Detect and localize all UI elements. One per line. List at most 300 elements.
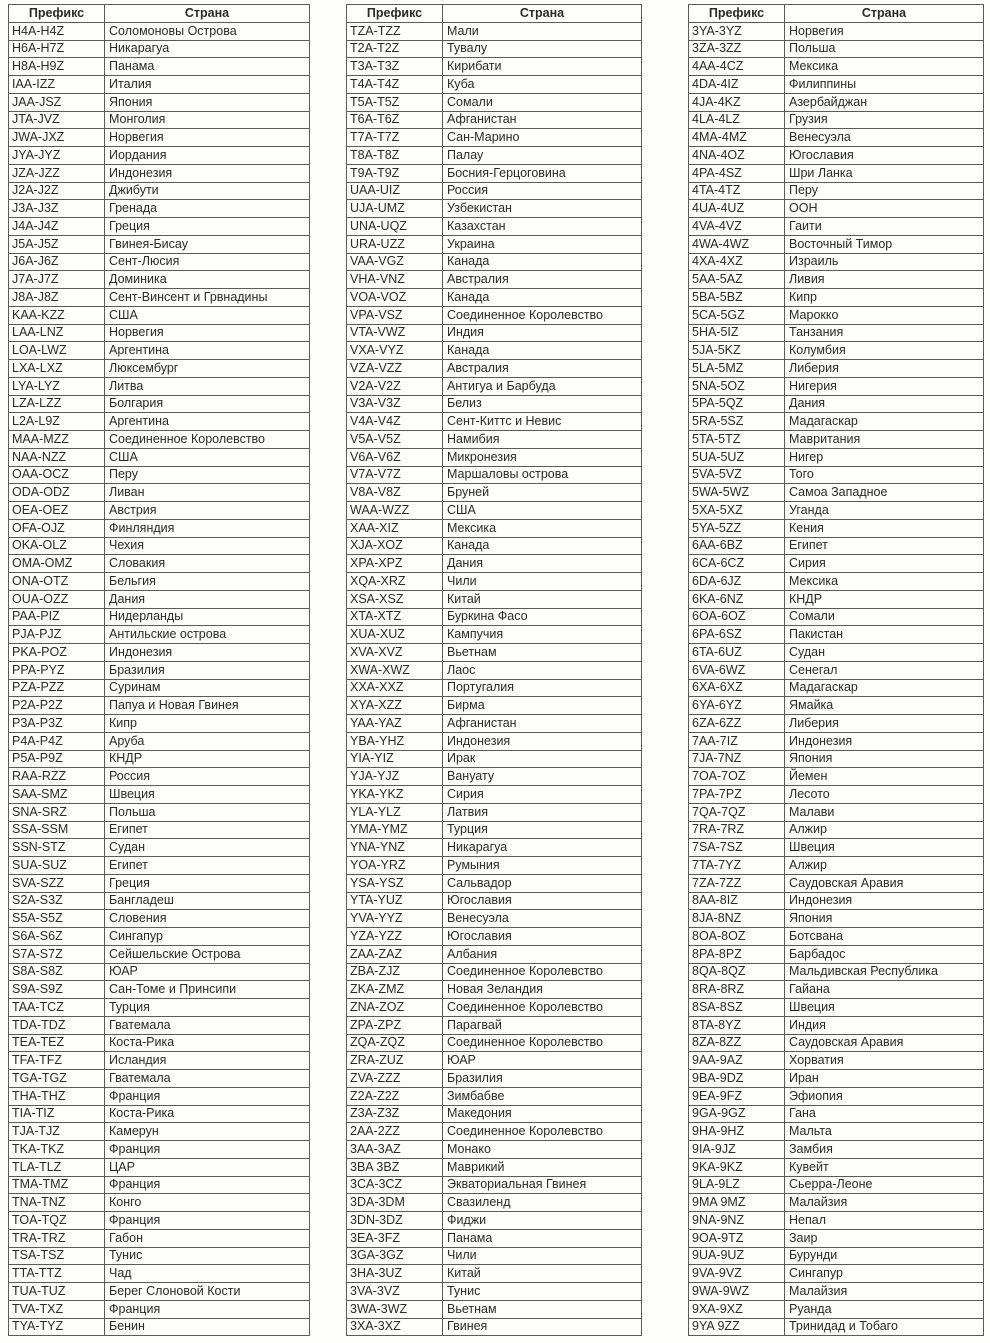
prefix-cell: TJA-TJZ xyxy=(9,1123,105,1141)
prefix-cell: 9OA-9TZ xyxy=(689,1229,785,1247)
country-cell: Ямайка xyxy=(785,697,984,715)
prefix-cell: TOA-TQZ xyxy=(9,1212,105,1230)
prefix-cell: WAA-WZZ xyxy=(347,502,443,520)
table-row xyxy=(347,253,642,271)
table-row xyxy=(689,732,984,750)
prefix-cell: PAA-PIZ xyxy=(9,608,105,626)
country-cell: Зимбабве xyxy=(443,1087,642,1105)
prefix-cell: XUA-XUZ xyxy=(347,626,443,644)
country-cell: Гвинея-Бисау xyxy=(105,235,310,253)
country-cell: Китай xyxy=(443,590,642,608)
country-cell: Соединенное Королевство xyxy=(443,999,642,1017)
country-cell: Мали xyxy=(443,22,642,40)
country-cell: Сан-Томе и Принсипи xyxy=(105,981,310,999)
table-row xyxy=(347,1158,642,1176)
prefix-cell: 9EA-9FZ xyxy=(689,1087,785,1105)
table-row xyxy=(347,235,642,253)
table-row xyxy=(9,1265,310,1283)
table-row xyxy=(347,697,642,715)
prefix-cell: ZPA-ZPZ xyxy=(347,1016,443,1034)
table-row xyxy=(9,111,310,129)
prefix-cell: 5HA-5IZ xyxy=(689,324,785,342)
prefix-cell: YBA-YHZ xyxy=(347,732,443,750)
country-cell: Гайана xyxy=(785,981,984,999)
table-row xyxy=(347,963,642,981)
prefix-cell: LYA-LYZ xyxy=(9,377,105,395)
table-row xyxy=(689,377,984,395)
table-row xyxy=(347,555,642,573)
country-cell: Мадагаскар xyxy=(785,413,984,431)
country-cell: Филиппины xyxy=(785,76,984,94)
country-cell: Алжир xyxy=(785,857,984,875)
prefix-cell: 8RA-8RZ xyxy=(689,981,785,999)
country-cell: Чили xyxy=(443,573,642,591)
table-row xyxy=(689,910,984,928)
table-row xyxy=(9,1034,310,1052)
prefix-cell: 4AA-4CZ xyxy=(689,58,785,76)
country-cell: Габон xyxy=(105,1229,310,1247)
table-row xyxy=(347,182,642,200)
table-row xyxy=(689,22,984,40)
prefix-cell: TUA-TUZ xyxy=(9,1283,105,1301)
table-row xyxy=(347,1052,642,1070)
country-cell: Сирия xyxy=(785,555,984,573)
prefix-cell: PJA-PJZ xyxy=(9,626,105,644)
prefix-cell: 3YA-3YZ xyxy=(689,22,785,40)
prefix-cell: 9KA-9KZ xyxy=(689,1158,785,1176)
country-cell: Словения xyxy=(105,910,310,928)
country-cell: Вануату xyxy=(443,768,642,786)
table-row xyxy=(9,342,310,360)
prefix-cell: 3VA-3VZ xyxy=(347,1283,443,1301)
table-row xyxy=(347,981,642,999)
prefix-cell: T4A-T4Z xyxy=(347,76,443,94)
prefix-cell: 9UA-9UZ xyxy=(689,1247,785,1265)
prefix-cell: 7AA-7IZ xyxy=(689,732,785,750)
prefix-cell: 5NA-5OZ xyxy=(689,377,785,395)
country-cell: Коста-Рика xyxy=(105,1105,310,1123)
country-cell: Перу xyxy=(785,182,984,200)
country-cell: Того xyxy=(785,466,984,484)
country-cell: Португалия xyxy=(443,679,642,697)
table-row xyxy=(689,697,984,715)
table-row xyxy=(347,147,642,165)
table-row xyxy=(347,644,642,662)
table-row xyxy=(347,750,642,768)
country-cell: Швеция xyxy=(785,839,984,857)
table-row xyxy=(347,1176,642,1194)
country-cell: Парагвай xyxy=(443,1016,642,1034)
country-cell: Бразилия xyxy=(105,661,310,679)
table-row xyxy=(689,1283,984,1301)
prefix-cell: 4UA-4UZ xyxy=(689,200,785,218)
prefix-cell: OKA-OLZ xyxy=(9,537,105,555)
table-row xyxy=(9,626,310,644)
table-row xyxy=(9,306,310,324)
table-row xyxy=(347,164,642,182)
country-cell: ЦАР xyxy=(105,1158,310,1176)
country-cell: Соединенное Королевство xyxy=(443,963,642,981)
table-row xyxy=(9,1123,310,1141)
table-row xyxy=(9,803,310,821)
table-row xyxy=(347,58,642,76)
table-row xyxy=(347,22,642,40)
table-row xyxy=(347,1087,642,1105)
country-cell: КНДР xyxy=(105,750,310,768)
prefix-cell: 8JA-8NZ xyxy=(689,910,785,928)
prefix-cell: XQA-XRZ xyxy=(347,573,443,591)
country-cell: Польша xyxy=(105,803,310,821)
table-row xyxy=(689,981,984,999)
prefix-cell: YNA-YNZ xyxy=(347,839,443,857)
country-cell: Босния-Герцоговина xyxy=(443,164,642,182)
prefix-cell: 7SA-7SZ xyxy=(689,839,785,857)
prefix-cell: TGA-TGZ xyxy=(9,1070,105,1088)
table-row xyxy=(9,537,310,555)
prefix-cell: ZBA-ZJZ xyxy=(347,963,443,981)
country-cell: Франция xyxy=(105,1176,310,1194)
table-row xyxy=(9,981,310,999)
country-cell: Аргентина xyxy=(105,342,310,360)
table-row xyxy=(347,129,642,147)
table-row xyxy=(689,786,984,804)
table-row xyxy=(9,892,310,910)
table-row xyxy=(689,218,984,236)
country-cell: Намибия xyxy=(443,431,642,449)
table-row xyxy=(9,200,310,218)
prefix-cell: URA-UZZ xyxy=(347,235,443,253)
country-cell: Пакистан xyxy=(785,626,984,644)
table-row xyxy=(9,182,310,200)
country-cell: Панама xyxy=(105,58,310,76)
prefix-cell: KAA-KZZ xyxy=(9,306,105,324)
prefix-cell: 6ZA-6ZZ xyxy=(689,715,785,733)
table-row xyxy=(689,93,984,111)
country-cell: Соломоновы Острова xyxy=(105,22,310,40)
prefix-cell: J2A-J2Z xyxy=(9,182,105,200)
table-row xyxy=(347,608,642,626)
table-row xyxy=(689,1087,984,1105)
prefix-cell: 9MA 9MZ xyxy=(689,1194,785,1212)
country-cell: Бельгия xyxy=(105,573,310,591)
country-cell: Непал xyxy=(785,1212,984,1230)
country-cell: Австралия xyxy=(443,360,642,378)
table-row xyxy=(689,1229,984,1247)
country-cell: Мальдивская Республика xyxy=(785,963,984,981)
prefix-cell: 6PA-6SZ xyxy=(689,626,785,644)
prefix-cell: TVA-TXZ xyxy=(9,1300,105,1318)
country-cell: Россия xyxy=(105,768,310,786)
prefix-cell: 5JA-5KZ xyxy=(689,342,785,360)
country-cell: Япония xyxy=(105,93,310,111)
prefix-cell: ZNA-ZOZ xyxy=(347,999,443,1017)
table-row xyxy=(347,626,642,644)
prefix-cell: 3HA-3UZ xyxy=(347,1265,443,1283)
prefix-cell: TDA-TDZ xyxy=(9,1016,105,1034)
prefix-cell: MAA-MZZ xyxy=(9,431,105,449)
table-row xyxy=(689,519,984,537)
table-row xyxy=(689,1265,984,1283)
table-row xyxy=(689,1194,984,1212)
prefix-cell: TAA-TCZ xyxy=(9,999,105,1017)
table-row xyxy=(347,218,642,236)
country-cell: Сьерра-Леоне xyxy=(785,1176,984,1194)
table-row xyxy=(9,1176,310,1194)
country-cell: Никарагуа xyxy=(443,839,642,857)
table-row xyxy=(9,484,310,502)
table-row xyxy=(689,1247,984,1265)
country-cell: Франция xyxy=(105,1087,310,1105)
country-cell: Чили xyxy=(443,1247,642,1265)
prefix-cell: XSA-XSZ xyxy=(347,590,443,608)
table-row xyxy=(347,928,642,946)
prefix-cell: 3AA-3AZ xyxy=(347,1141,443,1159)
country-cell: Бирма xyxy=(443,697,642,715)
prefix-cell: TKA-TKZ xyxy=(9,1141,105,1159)
prefix-cell: S6A-S6Z xyxy=(9,928,105,946)
prefix-cell: 6TA-6UZ xyxy=(689,644,785,662)
table-row xyxy=(347,1318,642,1336)
country-cell: Камерун xyxy=(105,1123,310,1141)
table-row xyxy=(689,147,984,165)
prefix-table xyxy=(346,4,642,1336)
prefix-header: Префикс xyxy=(689,5,785,23)
country-cell: Кипр xyxy=(105,715,310,733)
prefix-cell: IAA-IZZ xyxy=(9,76,105,94)
country-cell: Сингапур xyxy=(105,928,310,946)
prefix-cell: 2AA-2ZZ xyxy=(347,1123,443,1141)
country-cell: Дания xyxy=(105,590,310,608)
country-cell: Белиз xyxy=(443,395,642,413)
table-row xyxy=(9,1229,310,1247)
table-row xyxy=(347,431,642,449)
country-cell: Тунис xyxy=(443,1283,642,1301)
prefix-cell: 4PA-4SZ xyxy=(689,164,785,182)
country-cell: Сальвадор xyxy=(443,874,642,892)
prefix-cell: ODA-ODZ xyxy=(9,484,105,502)
table-row xyxy=(689,963,984,981)
country-cell: Узбекистан xyxy=(443,200,642,218)
table-row xyxy=(347,111,642,129)
table-row xyxy=(689,431,984,449)
table-row xyxy=(689,253,984,271)
prefix-cell: JYA-JYZ xyxy=(9,147,105,165)
country-cell: Греция xyxy=(105,874,310,892)
country-cell: Сент-Люсия xyxy=(105,253,310,271)
prefix-cell: TMA-TMZ xyxy=(9,1176,105,1194)
country-cell: Мексика xyxy=(785,573,984,591)
country-cell: Тринидад и Тобаго xyxy=(785,1318,984,1336)
table-row xyxy=(9,1283,310,1301)
prefix-cell: OUA-OZZ xyxy=(9,590,105,608)
prefix-cell: 7PA-7PZ xyxy=(689,786,785,804)
table-row xyxy=(689,644,984,662)
prefix-cell: JTA-JVZ xyxy=(9,111,105,129)
country-cell: Румыния xyxy=(443,857,642,875)
country-cell: Канада xyxy=(443,253,642,271)
prefix-cell: 7QA-7QZ xyxy=(689,803,785,821)
country-cell: Мексика xyxy=(443,519,642,537)
table-row xyxy=(347,892,642,910)
prefix-cell: SNA-SRZ xyxy=(9,803,105,821)
table-row xyxy=(9,715,310,733)
prefix-cell: 3DA-3DM xyxy=(347,1194,443,1212)
country-cell: Индонезия xyxy=(105,164,310,182)
country-cell: Швеция xyxy=(105,786,310,804)
country-header: Страна xyxy=(105,5,310,23)
table-row xyxy=(9,1194,310,1212)
table-row xyxy=(689,466,984,484)
prefix-cell: H8A-H9Z xyxy=(9,58,105,76)
table-row xyxy=(9,1300,310,1318)
table-row xyxy=(347,466,642,484)
table-row xyxy=(9,839,310,857)
prefix-cell: 3GA-3GZ xyxy=(347,1247,443,1265)
table-row xyxy=(347,573,642,591)
country-cell: Индия xyxy=(785,1016,984,1034)
prefix-cell: 6XA-6XZ xyxy=(689,679,785,697)
prefix-cell: S5A-S5Z xyxy=(9,910,105,928)
prefix-table-3 xyxy=(688,4,984,1336)
prefix-header: Префикс xyxy=(9,5,105,23)
table-row xyxy=(347,1283,642,1301)
prefix-cell: 9WA-9WZ xyxy=(689,1283,785,1301)
prefix-cell: YTA-YUZ xyxy=(347,892,443,910)
table-row xyxy=(9,324,310,342)
table-row xyxy=(347,1212,642,1230)
prefix-cell: JAA-JSZ xyxy=(9,93,105,111)
country-cell: Австрия xyxy=(105,502,310,520)
table-row xyxy=(689,892,984,910)
prefix-cell: T5A-T5Z xyxy=(347,93,443,111)
country-cell: Китай xyxy=(443,1265,642,1283)
prefix-cell: JWA-JXZ xyxy=(9,129,105,147)
country-cell: Судан xyxy=(105,839,310,857)
prefix-cell: YSA-YSZ xyxy=(347,874,443,892)
table-row xyxy=(9,1070,310,1088)
table-row xyxy=(689,768,984,786)
prefix-cell: 3ZA-3ZZ xyxy=(689,40,785,58)
country-header: Страна xyxy=(785,5,984,23)
prefix-cell: T3A-T3Z xyxy=(347,58,443,76)
table-row xyxy=(9,555,310,573)
table-row xyxy=(689,1318,984,1336)
prefix-cell: 5YA-5ZZ xyxy=(689,519,785,537)
prefix-cell: TIA-TIZ xyxy=(9,1105,105,1123)
table-row xyxy=(347,1265,642,1283)
table-row xyxy=(9,590,310,608)
country-header: Страна xyxy=(443,5,642,23)
table-row xyxy=(9,679,310,697)
prefix-cell: 4JA-4KZ xyxy=(689,93,785,111)
country-cell: Гвинея xyxy=(443,1318,642,1336)
table-row xyxy=(9,431,310,449)
table-row xyxy=(689,626,984,644)
table-row xyxy=(689,1070,984,1088)
prefix-cell: P2A-P2Z xyxy=(9,697,105,715)
table-header-row xyxy=(347,5,642,23)
country-cell: Гаити xyxy=(785,218,984,236)
country-cell: Афганистан xyxy=(443,111,642,129)
country-cell: Соединенное Королевство xyxy=(105,431,310,449)
table-row xyxy=(347,715,642,733)
prefix-cell: 6YA-6YZ xyxy=(689,697,785,715)
prefix-cell: J6A-J6Z xyxy=(9,253,105,271)
country-cell: Россия xyxy=(443,182,642,200)
table-row xyxy=(347,910,642,928)
table-row xyxy=(689,874,984,892)
prefix-cell: J8A-J8Z xyxy=(9,289,105,307)
table-row xyxy=(689,306,984,324)
country-cell: Сирия xyxy=(443,786,642,804)
country-cell: Нигерия xyxy=(785,377,984,395)
prefix-cell: V6A-V6Z xyxy=(347,448,443,466)
prefix-cell: 8PA-8PZ xyxy=(689,945,785,963)
table-row xyxy=(9,377,310,395)
country-cell: Канада xyxy=(443,342,642,360)
country-cell: Саудовская Аравия xyxy=(785,874,984,892)
country-cell: Кирибати xyxy=(443,58,642,76)
country-cell: Хорватия xyxy=(785,1052,984,1070)
table-row xyxy=(347,306,642,324)
table-row xyxy=(689,590,984,608)
country-cell: Лаос xyxy=(443,661,642,679)
prefix-cell: 5AA-5AZ xyxy=(689,271,785,289)
prefix-cell: 9BA-9DZ xyxy=(689,1070,785,1088)
table-row xyxy=(689,1141,984,1159)
table-row xyxy=(689,750,984,768)
table-row xyxy=(9,93,310,111)
table-row xyxy=(347,484,642,502)
country-cell: Чехия xyxy=(105,537,310,555)
prefix-cell: 3DN-3DZ xyxy=(347,1212,443,1230)
prefix-cell: T2A-T2Z xyxy=(347,40,443,58)
table-row xyxy=(347,857,642,875)
table-row xyxy=(347,200,642,218)
prefix-cell: XVA-XVZ xyxy=(347,644,443,662)
country-cell: Палау xyxy=(443,147,642,165)
table-row xyxy=(347,999,642,1017)
table-row xyxy=(9,910,310,928)
country-cell: Литва xyxy=(105,377,310,395)
table-row xyxy=(689,803,984,821)
table-row xyxy=(9,1158,310,1176)
country-cell: Бурунди xyxy=(785,1247,984,1265)
prefix-cell: ZQA-ZQZ xyxy=(347,1034,443,1052)
prefix-cell: 3CA-3CZ xyxy=(347,1176,443,1194)
country-cell: Судан xyxy=(785,644,984,662)
table-row xyxy=(689,395,984,413)
prefix-cell: 9YA 9ZZ xyxy=(689,1318,785,1336)
country-cell: Индия xyxy=(443,324,642,342)
table-row xyxy=(9,661,310,679)
prefix-cell: 4VA-4VZ xyxy=(689,218,785,236)
country-cell: Венесуэла xyxy=(443,910,642,928)
country-cell: Тунис xyxy=(105,1247,310,1265)
country-cell: Восточный Тимор xyxy=(785,235,984,253)
table-row xyxy=(347,1070,642,1088)
country-cell: Антигуа и Барбуда xyxy=(443,377,642,395)
prefix-cell: 6OA-6OZ xyxy=(689,608,785,626)
table-row xyxy=(347,839,642,857)
table-row xyxy=(347,502,642,520)
country-cell: Малави xyxy=(785,803,984,821)
country-cell: Буркина Фасо xyxy=(443,608,642,626)
country-cell: Микронезия xyxy=(443,448,642,466)
prefix-cell: TYA-TYZ xyxy=(9,1318,105,1336)
country-cell: Дания xyxy=(785,395,984,413)
prefix-cell: 7RA-7RZ xyxy=(689,821,785,839)
